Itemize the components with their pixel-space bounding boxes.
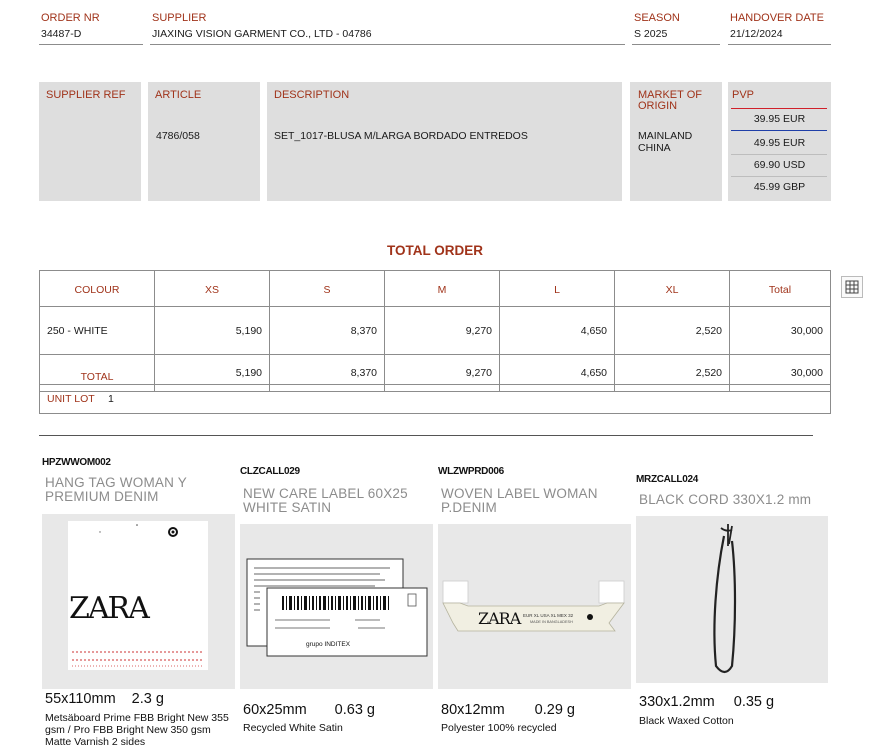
trim-name: NEW CARE LABEL 60X25 WHITE SATIN (243, 486, 408, 515)
cell-l: 4,650 (500, 307, 615, 355)
total-xs: 5,190 (155, 355, 270, 392)
trim-size: 55x110mm 2.3 g (45, 691, 164, 707)
col-total: Total (730, 271, 831, 307)
unit-lot-label: UNIT LOT (47, 393, 95, 405)
pvp-divider-gray-2 (731, 176, 827, 177)
total-order-title: TOTAL ORDER (386, 243, 483, 258)
zara-logo: ZARA (478, 609, 521, 628)
market-origin-box (630, 82, 722, 201)
svg-text:MADE IN BANGLADESH: MADE IN BANGLADESH (530, 620, 573, 624)
season-label: SEASON (634, 12, 680, 24)
order-nr-value: 34487-D (41, 28, 82, 40)
supplier-ref-box (39, 82, 141, 201)
trim-code: CLZCALL029 (240, 466, 300, 477)
woven-label-image (438, 524, 631, 689)
section-divider (39, 435, 813, 436)
cell-xl: 2,520 (615, 307, 730, 355)
handover-date-value: 21/12/2024 (730, 28, 783, 40)
pvp-divider-red (731, 108, 827, 109)
col-xs: XS (155, 271, 270, 307)
pvp-divider-gray (731, 154, 827, 155)
trim-material: Recycled White Satin (243, 722, 343, 734)
article-box (148, 82, 260, 201)
trim-name: HANG TAG WOMAN Y PREMIUM DENIM (45, 475, 187, 504)
article-value: 4786/058 (156, 130, 200, 142)
order-nr-field (39, 10, 143, 45)
total-xl: 2,520 (615, 355, 730, 392)
article-label: ARTICLE (155, 89, 202, 101)
unit-lot-value: 1 (108, 393, 114, 405)
handover-date-label: HANDOVER DATE (730, 12, 824, 24)
hang-tag-image (42, 514, 235, 689)
pvp-price-usd: 69.90 USD (753, 159, 806, 171)
supplier-label: SUPPLIER (152, 12, 207, 24)
trim-material: Black Waxed Cotton (639, 715, 734, 727)
total-order-table (39, 270, 831, 392)
cell-xs: 5,190 (155, 307, 270, 355)
description-box (267, 82, 622, 201)
market-origin-value: MAINLAND CHINA (638, 130, 693, 154)
table-view-icon[interactable] (841, 276, 863, 298)
care-label-image (240, 524, 433, 689)
trim-size: 80x12mm 0.29 g (441, 702, 575, 718)
unit-lot-box (39, 384, 831, 414)
black-cord-image (636, 516, 828, 683)
trim-name: BLACK CORD 330X1.2 mm (639, 492, 812, 507)
trim-material: Polyester 100% recycled (441, 722, 557, 734)
description-label: DESCRIPTION (274, 89, 350, 101)
supplier-ref-label: SUPPLIER REF (46, 89, 126, 101)
trim-code: WLZWPRD006 (438, 466, 504, 477)
cell-total: 30,000 (730, 307, 831, 355)
total-m: 9,270 (385, 355, 500, 392)
col-colour: COLOUR (40, 271, 155, 307)
description-value: SET_1017-BLUSA M/LARGA BORDADO ENTREDOS (274, 130, 528, 142)
season-value: S 2025 (634, 28, 668, 40)
market-origin-label-1: MARKET OF (638, 89, 702, 101)
season-field (632, 10, 720, 45)
svg-text:EUR XL USA XL MEX 32: EUR XL USA XL MEX 32 (523, 613, 574, 618)
pvp-divider-blue (731, 130, 827, 131)
trim-code: MRZCALL024 (636, 474, 699, 485)
trim-size: 330x1.2mm 0.35 g (639, 694, 775, 710)
col-s: S (270, 271, 385, 307)
inditex-logo: grupo INDITEX (306, 641, 351, 648)
table-row (40, 307, 831, 355)
trim-code: HPZWWOM002 (42, 457, 111, 468)
pvp-label: PVP (732, 89, 755, 101)
order-nr-label: ORDER NR (41, 12, 100, 24)
col-xl: XL (615, 271, 730, 307)
pvp-price-gbp: 45.99 GBP (753, 181, 806, 193)
cell-s: 8,370 (270, 307, 385, 355)
total-total: 30,000 (730, 355, 831, 392)
supplier-value: JIAXING VISION GARMENT CO., LTD - 04786 (152, 28, 372, 40)
zara-logo: ZARA (69, 591, 148, 626)
cell-m: 9,270 (385, 307, 500, 355)
pvp-box (728, 82, 831, 201)
pvp-price-eur-1: 39.95 EUR (753, 113, 806, 125)
total-l: 4,650 (500, 355, 615, 392)
pvp-price-eur-2: 49.95 EUR (753, 137, 806, 149)
col-l: L (500, 271, 615, 307)
total-s: 8,370 (270, 355, 385, 392)
trim-size: 60x25mm 0.63 g (243, 702, 375, 718)
trim-material: Metsäboard Prime FBB Bright New 355 gsm / Pro FBB Bright New 350 gsm Matte Varnish 2 sides (45, 712, 229, 748)
table-header-row (40, 271, 831, 307)
col-m: M (385, 271, 500, 307)
trim-name: WOVEN LABEL WOMAN P.DENIM (441, 486, 598, 515)
cell-colour: 250 - WHITE (40, 307, 155, 355)
handover-date-field (728, 10, 831, 45)
market-origin-label-2: ORIGIN (638, 100, 678, 112)
supplier-field (150, 10, 625, 45)
total-row-label: TOTAL (40, 355, 155, 392)
